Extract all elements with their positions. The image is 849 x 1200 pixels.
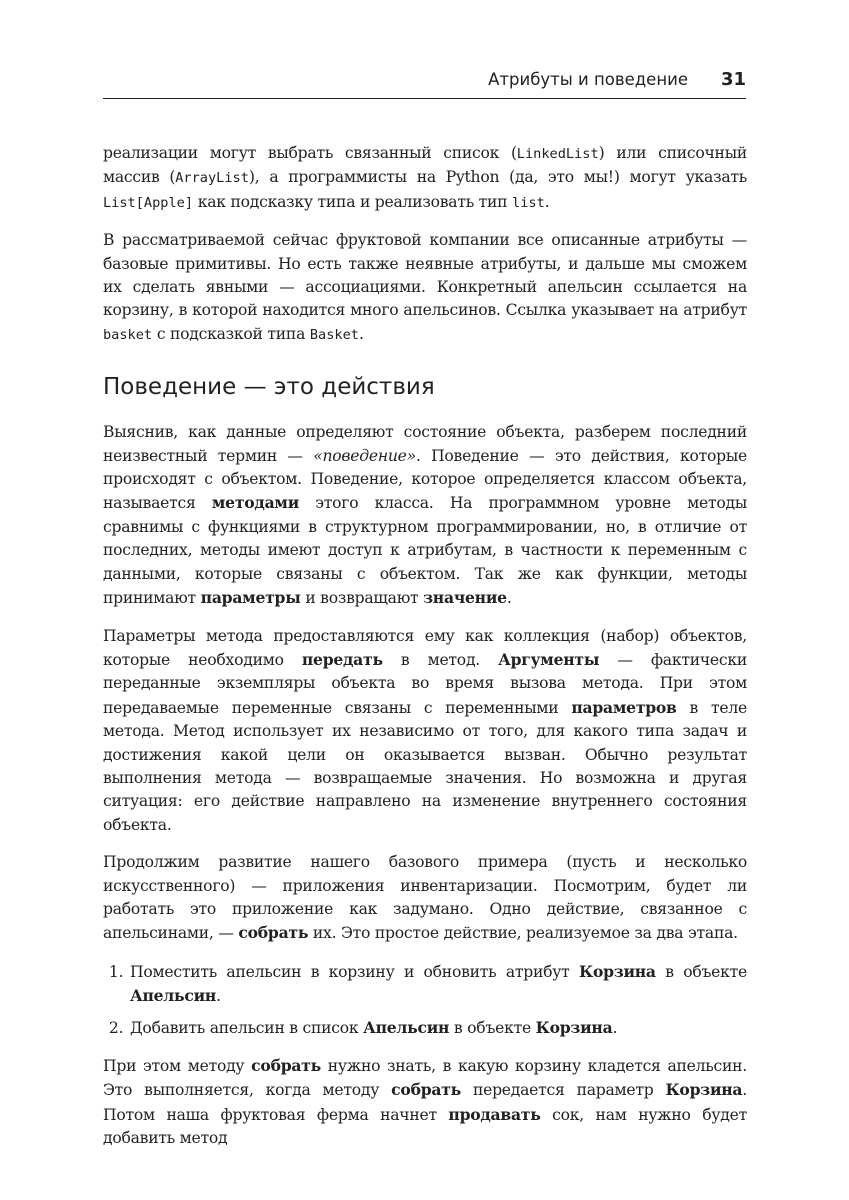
text: в объекте xyxy=(449,1018,536,1037)
paragraph-4 xyxy=(103,625,747,838)
text: Параметры метода предоставляются ему как коллекция (набор) объектов, которые необходимо xyxy=(103,626,747,669)
header-title: Атрибуты и поведение xyxy=(488,70,688,89)
paragraph-2 xyxy=(103,229,747,347)
text: в объекте xyxy=(655,962,747,981)
text: в теле метода. Метод использует их независимо от того, для какого типа задач и достижения какой цели он оказывается вызван. Обычно результат выполнения метода — возвращаемые значения. Но возможна и другая ситуация: его действие направлено на изменение внутреннего состояния объекта. xyxy=(103,698,747,834)
text: их. Это простое действие, реализуемое за два этапа. xyxy=(308,924,738,943)
bold-term: Аргументы xyxy=(498,649,600,669)
text: с подсказкой типа xyxy=(152,324,310,343)
text: и возвращают xyxy=(300,589,424,608)
bold-term: Апельсин xyxy=(130,986,217,1006)
bold-term: Корзина xyxy=(579,961,656,981)
paragraph-3 xyxy=(103,421,747,610)
text: . Потом наша фруктовая ферма начнет xyxy=(103,1081,747,1124)
text: В рассматриваемой сейчас фруктовой компании все описанные атрибуты — базовые примитивы. Но есть также неявные атрибуты, и дальше мы сможем их сделать явными — ассоциациями. Конкретный апельсин ссылается на корзину, в которой находится много апельсинов. Ссылка указывает на атрибут xyxy=(103,231,747,320)
code-linkedlist: LinkedList xyxy=(516,146,599,162)
text: этого класса. На программном уровне методы сравнимы с функциями в структурном программировании, но, в отличие от последних, методы имеют доступ к атрибутам, в частности к переменным с данными, которые связаны с объектом. Так же как функции, методы принимают xyxy=(103,494,747,608)
text: . xyxy=(358,324,364,343)
list-item xyxy=(128,1016,747,1040)
code-list-apple: List[Apple] xyxy=(103,194,194,211)
text: реализации могут выбрать связанный список ( xyxy=(103,144,517,162)
bold-term: собрать xyxy=(238,923,309,943)
bold-term: Корзина xyxy=(665,1080,743,1100)
page-number: 31 xyxy=(720,69,746,90)
numbered-list xyxy=(103,960,747,1040)
list-item xyxy=(128,960,747,1009)
text: передается параметр xyxy=(460,1081,666,1100)
paragraph-6 xyxy=(103,1054,747,1151)
italic-term: «поведение» xyxy=(313,446,416,465)
bold-term: собрать xyxy=(391,1080,461,1100)
bold-term: значение xyxy=(423,588,507,608)
text: — фактически переданные экземпляры объекта во время вызова метода. При этом передаваемые переменные связаны с переменными xyxy=(103,650,747,717)
text: При этом методу xyxy=(103,1057,252,1075)
text: Поместить апельсин в корзину и обновить атрибут xyxy=(130,962,580,981)
bold-term: продавать xyxy=(448,1104,541,1124)
code-basket-type: Basket xyxy=(309,326,359,343)
bold-term: параметров xyxy=(571,697,677,717)
text: как подсказку типа и реализовать тип xyxy=(193,192,513,211)
text: . xyxy=(544,192,550,211)
text: Добавить апельсин в список xyxy=(130,1018,364,1037)
text: нужно знать, в какую корзину кладется апельсин. Это выполняется, когда методу xyxy=(103,1057,747,1100)
text: сок, нам нужно будет добавить метод xyxy=(103,1105,747,1148)
paragraph-1 xyxy=(103,142,747,215)
text: . Поведение — это действия, которые происходят с объектом. Поведение, которое определяется классом объекта, называется xyxy=(103,446,747,513)
paragraph-5 xyxy=(103,851,747,946)
text: . xyxy=(612,1018,618,1037)
bold-term: параметры xyxy=(200,588,301,608)
bold-term: Корзина xyxy=(535,1017,613,1037)
running-header xyxy=(103,66,746,99)
bold-term: методами xyxy=(211,493,300,513)
text: . xyxy=(506,589,512,608)
text: . xyxy=(216,987,221,1006)
code-list: list xyxy=(512,194,545,211)
bold-term: собрать xyxy=(251,1056,321,1075)
bold-term: передать xyxy=(301,649,383,669)
page-body xyxy=(103,142,747,1165)
code-arraylist: ArrayList xyxy=(175,170,249,187)
code-basket-attr: basket xyxy=(103,326,153,343)
text: ), а программисты на Python (да, это мы!) могут указать xyxy=(248,168,747,187)
bold-term: Апельсин xyxy=(363,1017,450,1037)
section-heading: Поведение — это действия xyxy=(103,374,435,401)
text: Выяснив, как данные определяют состояние объекта, разберем последний неизвестный термин — xyxy=(103,423,747,465)
text: Продолжим развитие нашего базового примера (пусть и несколько искусственного) — приложения инвентаризации. Посмотрим, будет ли работать это приложение как задумано. Одно действие, связанное с апельсинами, — xyxy=(103,853,747,943)
text: ) или списочный массив ( xyxy=(103,144,747,187)
text: в метод. xyxy=(382,650,499,669)
